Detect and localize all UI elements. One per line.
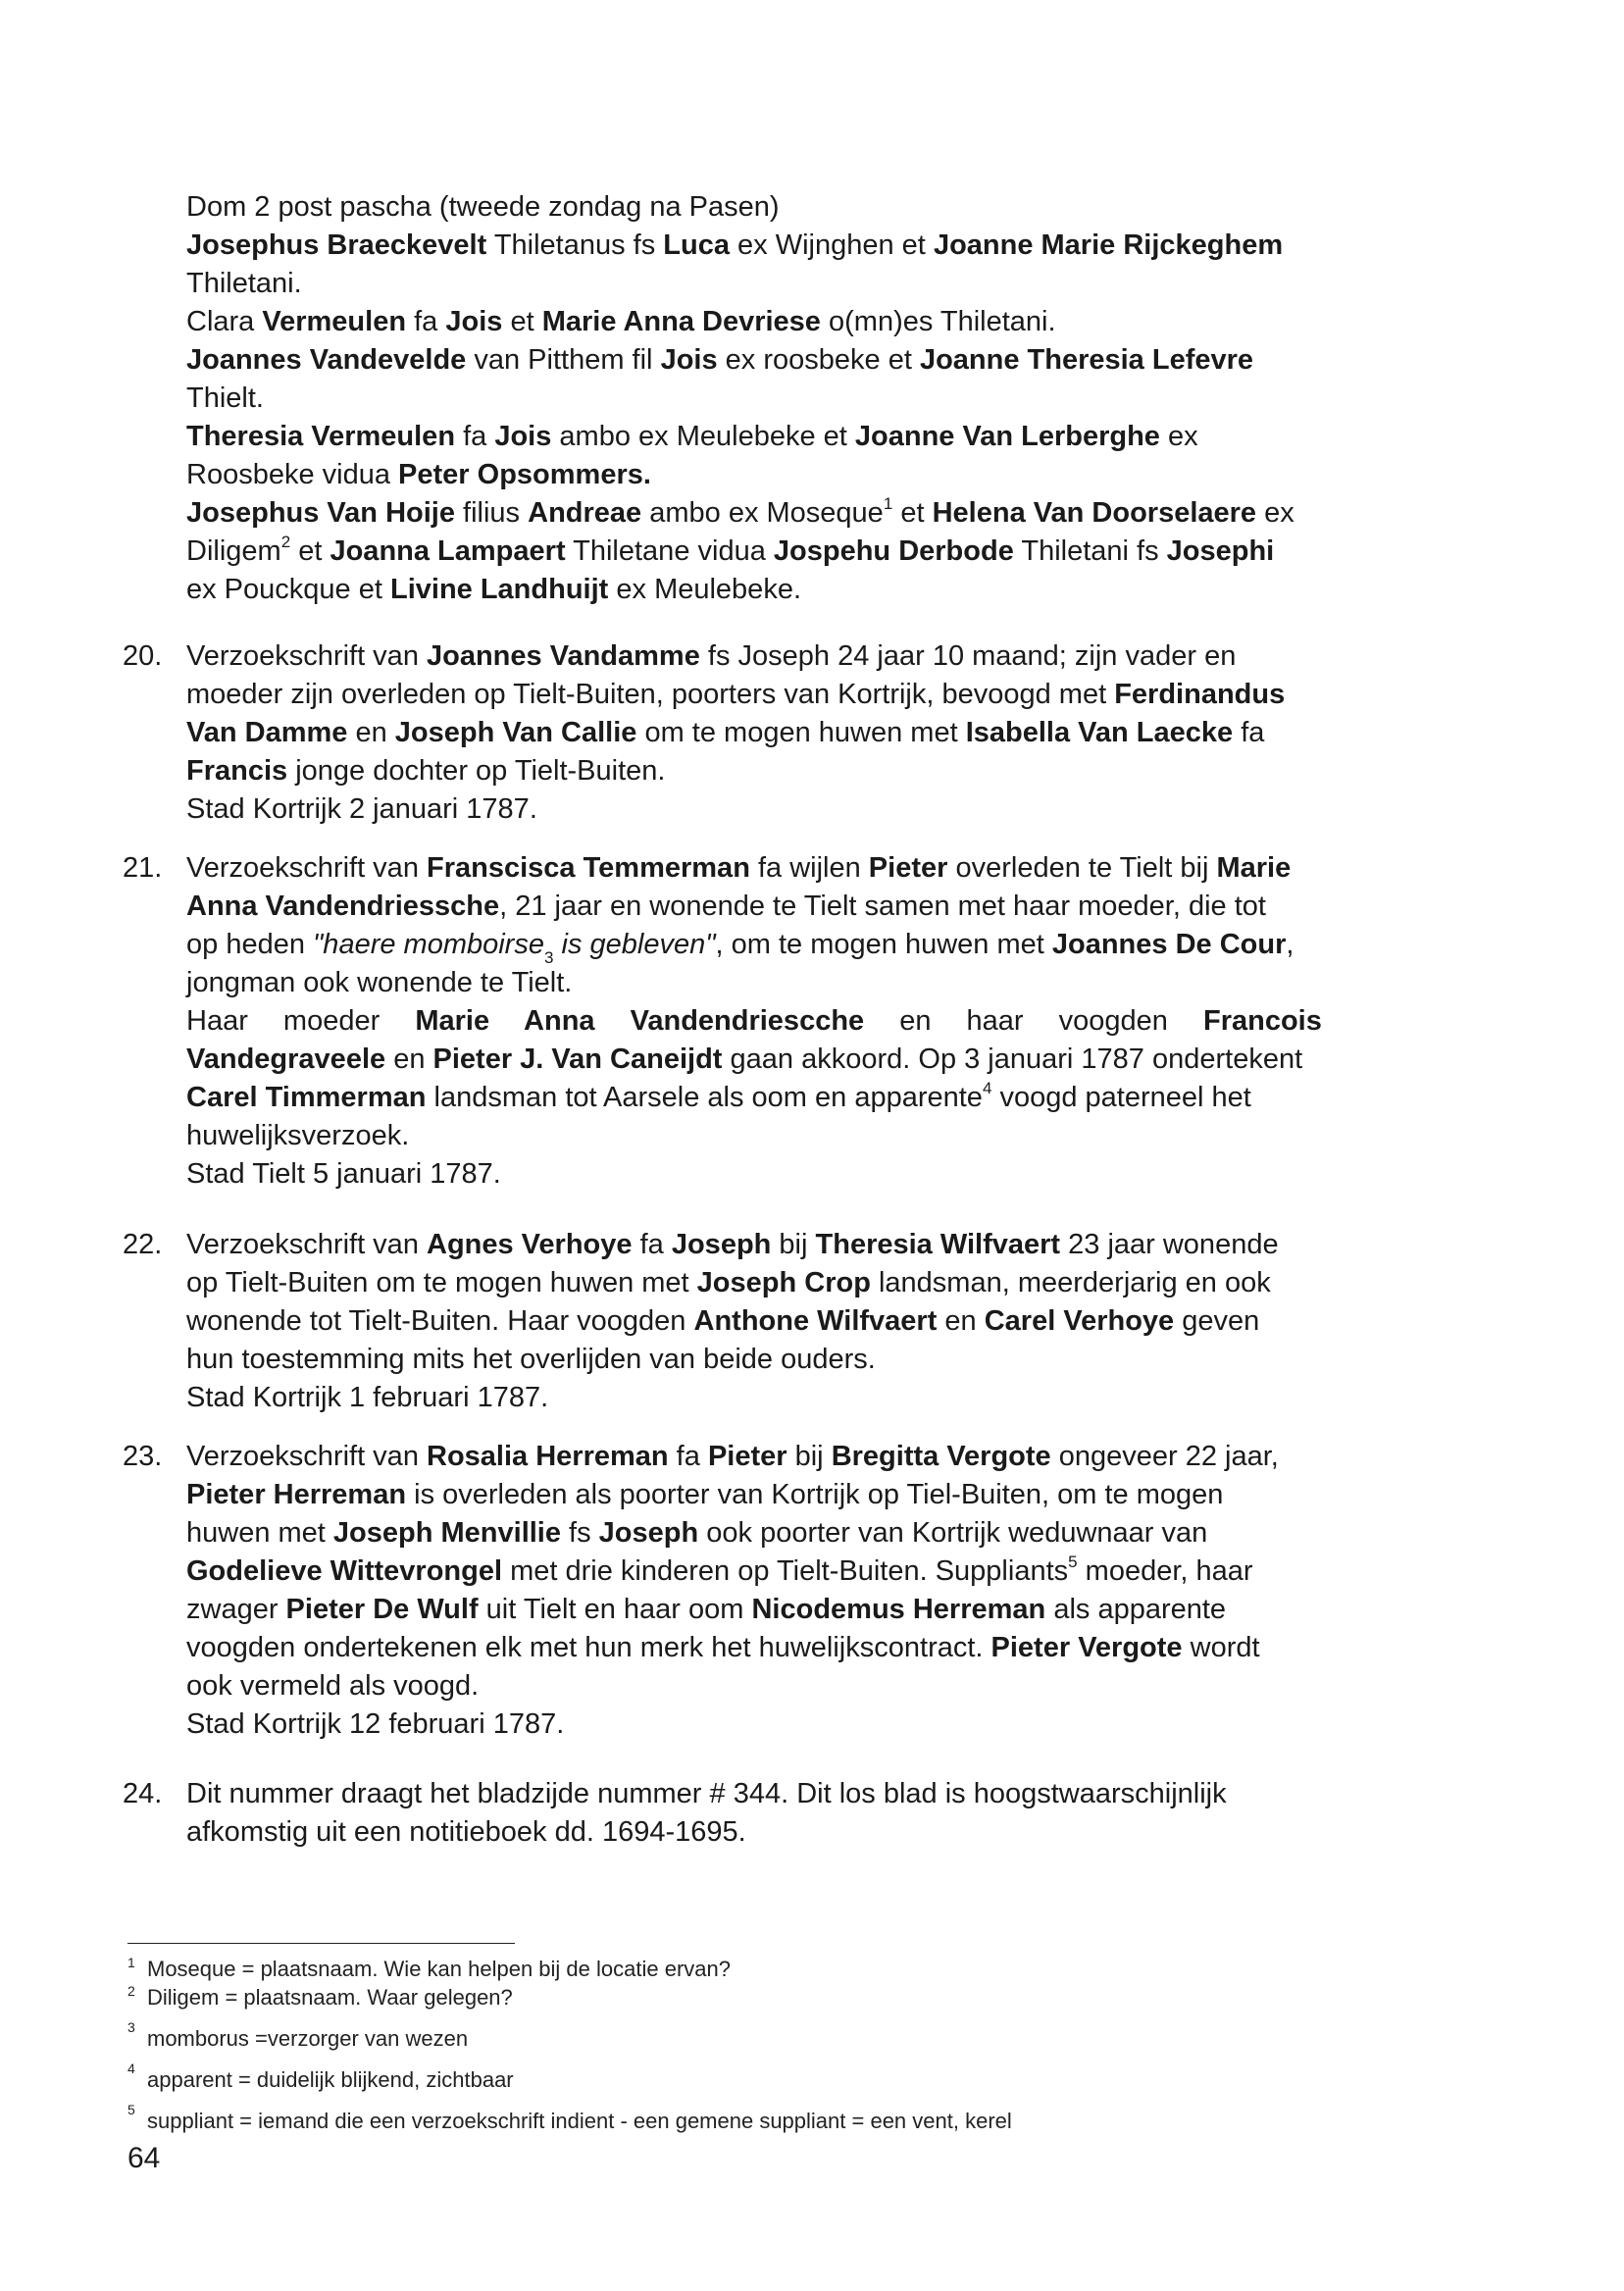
person-name: Helena Van Doorselaere — [932, 497, 1257, 529]
person-name: Vandegraveele — [186, 1044, 386, 1075]
footnote-text: momborus =verzorger van wezen — [147, 2026, 469, 2051]
footnote-ref: 4 — [982, 1079, 992, 1097]
intro-heading: Dom 2 post pascha (tweede zondag na Pasen) — [186, 191, 780, 223]
person-name: Francois — [1202, 1005, 1322, 1037]
person-name: Joseph Menvillie — [332, 1517, 561, 1549]
person-name: Jospehu Derbode — [773, 535, 1014, 567]
intro-line: Thiletani. — [186, 268, 302, 299]
person-name: Pieter Vergote — [990, 1632, 1183, 1663]
footnote-ref: 5 — [1068, 1553, 1078, 1571]
entry-number: 20. — [123, 640, 163, 672]
person-name: Joanne Theresia Lefevre — [919, 344, 1254, 376]
person-name: Josephus Van Hoije — [186, 497, 455, 529]
footnote-ref: 1 — [883, 494, 893, 513]
person-name: Theresia Vermeulen — [186, 421, 456, 452]
person-name: Livine Landhuijt — [389, 574, 609, 605]
intro-line — [186, 188, 1466, 227]
person-name: Nicodemus Herreman — [751, 1594, 1046, 1625]
footnote-mark: 2 — [127, 1983, 135, 1999]
entry-22: 22. Verzoekschrift van Agnes Verhoye fa Joseph bij Theresia Wilfvaert 23 jaar wonende op Tielt-Buiten om te mogen huwen met Joseph Crop landsman, meerderjarig en ook wonende tot Tielt-Buiten. Haar voogden Anthone Wilfvaert en Carel Verhoye geven hun toestemming mits het overlijden van beide ouders. Stad Kortrijk 1 februari 1787. — [123, 1226, 1466, 1417]
person-name: Joseph Crop — [696, 1267, 871, 1298]
person-name: Theresia Wilfvaert — [815, 1229, 1061, 1260]
entry-date: Stad Kortrijk 1 februari 1787. — [186, 1382, 549, 1413]
person-name: Pieter De Wulf — [285, 1594, 479, 1625]
person-name: Jois — [445, 306, 503, 337]
entry-21: 21. Verzoekschrift van Franscisca Temmerman fa wijlen Pieter overleden te Tielt bij Marie Anna Vandendriessche, 21 jaar en wonende te Tielt samen met haar moeder, die tot op heden "haere momboirse$_3$ is gebleven", om te mogen huwen met Joannes De Cour, jongman ook wonende te Tielt. Haar moeder Marie Anna Vandendriescche en haar voogden Francois Vandegraveele en Pieter J. Van Caneijdt gaan akkoord. Op 3 januari 1787 ondertekent Carel Timmerman landsman tot Aarsele als oom en apparente$^4$ voogd paterneel het huwelijksverzoek. Stad Tielt 5 januari 1787. — [123, 849, 1466, 1194]
intro-line: Josephus Braeckevelt Thiletanus fs Luca ex Wijnghen et Joanne Marie Rijckeghem — [186, 229, 1284, 261]
person-name: Godelieve Wittevrongel — [186, 1555, 503, 1587]
footnote-ref: 2 — [280, 533, 291, 551]
intro-line: Theresia Vermeulen fa Jois ambo ex Meulebeke et Joanne Van Lerberghe ex — [186, 421, 1198, 452]
person-name: Agnes Verhoye — [427, 1229, 633, 1260]
entry-23: 23. Verzoekschrift van Rosalia Herreman fa Pieter bij Bregitta Vergote ongeveer 22 jaar, Pieter Herreman is overleden als poorter van Kortrijk op Tiel-Buiten, om te mogen huwen met Joseph Menvillie fs Joseph ook poorter van Kortrijk weduwnaar van Godelieve Wittevrongel met drie kinderen op Tielt-Buiten. Suppliants$^5$ moeder, haar zwager Pieter De Wulf uit Tielt en haar oom Nicodemus Herreman als apparente voogden ondertekenen elk met hun merk het huwelijkscontract. Pieter Vergote wordt ook vermeld als voogd. Stad Kortrijk 12 februari 1787. — [123, 1438, 1466, 1744]
person-name: Bregitta Vergote — [831, 1441, 1051, 1472]
intro-block — [186, 188, 1466, 609]
person-name: Jois — [660, 344, 718, 376]
person-name: Anna Vandendriessche — [186, 891, 500, 922]
footnote-ref: 3 — [543, 948, 554, 967]
entry-date: Stad Tielt 5 januari 1787. — [186, 1158, 501, 1190]
intro-line: Diligem$^2$ et Joanna Lampaert Thiletane vidua Jospehu Derbode Thiletani fs Josephi — [186, 533, 1275, 567]
quoted-phrase: "haere momboirse — [313, 929, 544, 960]
person-name: Joseph Van Callie — [394, 717, 637, 748]
person-name: Joanna Lampaert — [330, 535, 566, 567]
person-name: Andreae — [528, 497, 642, 529]
footnote-text: Diligem = plaatsnaam. Waar gelegen? — [147, 1985, 513, 2010]
page-number: 64 — [127, 2142, 161, 2174]
person-name: Peter Opsommers. — [398, 459, 651, 490]
person-name: Jois — [494, 421, 552, 452]
person-name: Marie Anna Vandendriescche — [415, 1005, 865, 1037]
footnote-separator — [127, 1943, 515, 1944]
person-name: Pieter J. Van Caneijdt — [432, 1044, 723, 1075]
entry-20: 20. Verzoekschrift van Joannes Vandamme fs Joseph 24 jaar 10 maand; zijn vader en moeder zijn overleden op Tielt-Buiten, poorters van Kortrijk, bevoogd met Ferdinandus Van Damme en Joseph Van Callie om te mogen huwen met Isabella Van Laecke fa Francis jonge dochter op Tielt-Buiten. Stad Kortrijk 2 januari 1787. — [123, 637, 1466, 829]
person-name: Joannes De Cour — [1051, 929, 1287, 960]
footnote — [127, 2019, 469, 2054]
entry-date: Stad Kortrijk 2 januari 1787. — [186, 793, 537, 825]
person-name: Carel Timmerman — [186, 1082, 427, 1113]
footnote-mark: 1 — [127, 1955, 135, 1970]
person-name: Joanne Marie Rijckeghem — [933, 229, 1284, 261]
entry-date: Stad Kortrijk 12 februari 1787. — [186, 1708, 565, 1740]
person-name: Carel Verhoye — [984, 1305, 1175, 1337]
footnote-text: suppliant = iemand die een verzoekschrift indient - een gemene suppliant = een vent, kerel — [147, 2109, 1012, 2133]
person-name: Pieter — [707, 1441, 787, 1472]
footnote-mark: 5 — [127, 2102, 135, 2117]
person-name: Van Damme — [186, 717, 348, 748]
footnote-text: Moseque = plaatsnaam. Wie kan helpen bij de locatie ervan? — [147, 1957, 731, 1981]
person-name: Josephi — [1166, 535, 1275, 567]
person-name: Joseph — [671, 1229, 772, 1260]
entry-number: 24. — [123, 1778, 163, 1809]
entry-24: 24. Dit nummer draagt het bladzijde nummer # 344. Dit los blad is hoogstwaarschijnlijk afkomstig uit een notitieboek dd. 1694-1695. — [123, 1775, 1466, 1852]
person-name: Joanne Van Lerberghe — [854, 421, 1160, 452]
intro-line: Thielt. — [186, 382, 264, 414]
intro-line: Joannes Vandevelde van Pitthem fil Jois ex roosbeke et Joanne Theresia Lefevre — [186, 344, 1254, 376]
person-name: Ferdinandus — [1114, 679, 1286, 710]
entry-number: 22. — [123, 1229, 163, 1260]
person-name: Pieter — [868, 852, 948, 884]
intro-line: Josephus Van Hoije filius Andreae ambo ex Moseque$^1$ et Helena Van Doorselaere ex — [186, 494, 1294, 529]
person-name: Joannes Vandamme — [427, 640, 700, 672]
person-name: Josephus Braeckevelt — [186, 229, 487, 261]
intro-line: Clara Vermeulen fa Jois et Marie Anna Devriese o(mn)es Thiletani. — [186, 306, 1056, 337]
person-name: Vermeulen — [262, 306, 407, 337]
footnote — [127, 2061, 514, 2095]
person-name: Rosalia Herreman — [427, 1441, 669, 1472]
quoted-phrase: is gebleven" — [553, 929, 716, 960]
person-name: Joseph — [598, 1517, 699, 1549]
footnote — [127, 2102, 1012, 2136]
person-name: Francis — [186, 755, 288, 787]
footnote-mark: 4 — [127, 2061, 135, 2076]
entry-number: 23. — [123, 1441, 163, 1472]
person-name: Marie Anna Devriese — [541, 306, 821, 337]
person-name: Marie — [1216, 852, 1292, 884]
person-name: Luca — [663, 229, 730, 261]
person-name: Pieter Herreman — [186, 1479, 407, 1510]
person-name: Isabella Van Laecke — [965, 717, 1234, 748]
intro-line: ex Pouckque et Livine Landhuijt ex Meulebeke. — [186, 574, 801, 605]
entry-number: 21. — [123, 852, 163, 884]
footnote-text: apparent = duidelijk blijkend, zichtbaar — [147, 2067, 514, 2092]
footnote — [127, 1957, 731, 1984]
footnote — [127, 1985, 513, 2012]
person-name: Anthone Wilfvaert — [693, 1305, 938, 1337]
intro-line: Roosbeke vidua Peter Opsommers. — [186, 459, 651, 490]
person-name: Joannes Vandevelde — [186, 344, 467, 376]
footnote-mark: 3 — [127, 2019, 135, 2035]
person-name: Franscisca Temmerman — [427, 852, 750, 884]
